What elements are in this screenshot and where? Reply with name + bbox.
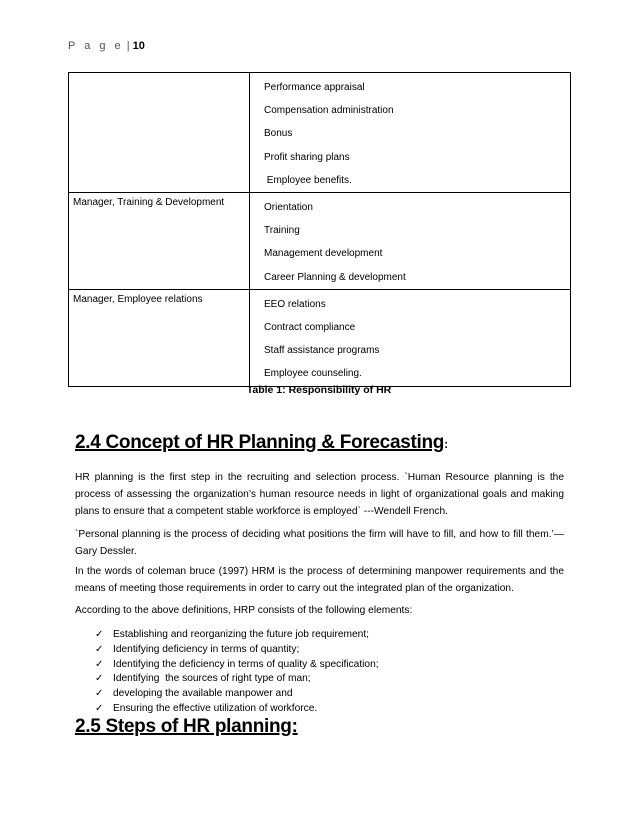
- section-heading-colon: :: [444, 437, 448, 451]
- hrp-elements-list: [95, 628, 379, 717]
- section-heading-text: 2.5 Steps of HR planning:: [75, 716, 298, 737]
- paragraph: According to the above definitions, HRP consists of the following elements:: [75, 605, 413, 616]
- list-item-text: Ensuring the effective utilization of workforce.: [113, 702, 318, 714]
- duty-item: Employee counseling.: [264, 368, 362, 380]
- duty-item: Performance appraisal: [264, 82, 365, 93]
- duty-item: EEO relations: [264, 298, 326, 310]
- checkmark-icon: ✓: [95, 629, 104, 640]
- duty-item: Career Planning & development: [264, 271, 406, 283]
- duty-item: Staff assistance programs: [264, 345, 380, 357]
- paragraph: `Personal planning is the process of deciding what positions the firm will have to fill, and how to fill them.’—Gary Dessler.: [75, 529, 564, 557]
- list-item: [95, 672, 379, 687]
- role-cell: Manager, Employee relations: [69, 289, 250, 386]
- duty-item: Training: [264, 225, 300, 237]
- role-cell: [69, 73, 250, 193]
- checkmark-icon: ✓: [95, 673, 104, 685]
- duty-item: Orientation: [264, 202, 313, 214]
- table-row: [69, 73, 571, 193]
- section-heading-text: 2.4 Concept of HR Planning & Forecasting: [75, 432, 445, 453]
- responsibility-table: [68, 72, 571, 387]
- duty-item: Contract compliance: [264, 322, 356, 334]
- duty-item: Management development: [264, 248, 383, 260]
- table-row: [69, 289, 571, 386]
- duties-cell: [250, 193, 571, 290]
- paragraph: In the words of coleman bruce (1997) HRM is the process of determining manpower requirements and the means of meeting those requirements in order to carry out the integrated plan of the organization.: [75, 566, 564, 594]
- checkmark-icon: ✓: [95, 658, 104, 670]
- paragraph: HR planning is the first step in the recruiting and selection process. `Human Resource planning is the process of assessing the organization’s human resource needs in light of organizational goals and making plans to ensure that a competent stable workforce is employed` ---Wendell French.: [75, 472, 564, 517]
- section-heading-2-4: [75, 432, 448, 454]
- checkmark-icon: ✓: [95, 688, 104, 700]
- page-label: P a g e: [68, 40, 124, 52]
- table-caption: Table 1: Responsibility of HR: [246, 384, 392, 396]
- section-heading-2-5: [75, 716, 298, 738]
- list-item-text: developing the available manpower and: [113, 688, 293, 700]
- duty-item: Profit sharing plans: [264, 151, 350, 163]
- list-item-text: Establishing and reorganizing the future job requirement;: [113, 629, 369, 640]
- page-number: 10: [132, 40, 145, 52]
- list-item-text: Identifying the sources of right type of man;: [113, 673, 311, 685]
- page-separator: |: [126, 40, 130, 52]
- table-row: [69, 193, 571, 290]
- role-cell: Manager, Training & Development: [69, 193, 250, 290]
- duty-item: Employee benefits.: [264, 174, 352, 186]
- duties-cell: [250, 73, 571, 193]
- list-item: [95, 702, 379, 717]
- duties-cell: [250, 289, 571, 386]
- list-item: [95, 643, 379, 658]
- list-item: [95, 628, 379, 643]
- checkmark-icon: ✓: [95, 702, 104, 714]
- list-item-text: Identifying deficiency in terms of quantity;: [113, 643, 300, 655]
- list-item-text: Identifying the deficiency in terms of quality & specification;: [113, 658, 379, 670]
- checkmark-icon: ✓: [95, 643, 104, 655]
- list-item: [95, 658, 379, 673]
- page-header: [68, 40, 145, 52]
- duty-item: Compensation administration: [264, 105, 394, 117]
- list-item: [95, 687, 379, 702]
- duty-item: Bonus: [264, 128, 293, 140]
